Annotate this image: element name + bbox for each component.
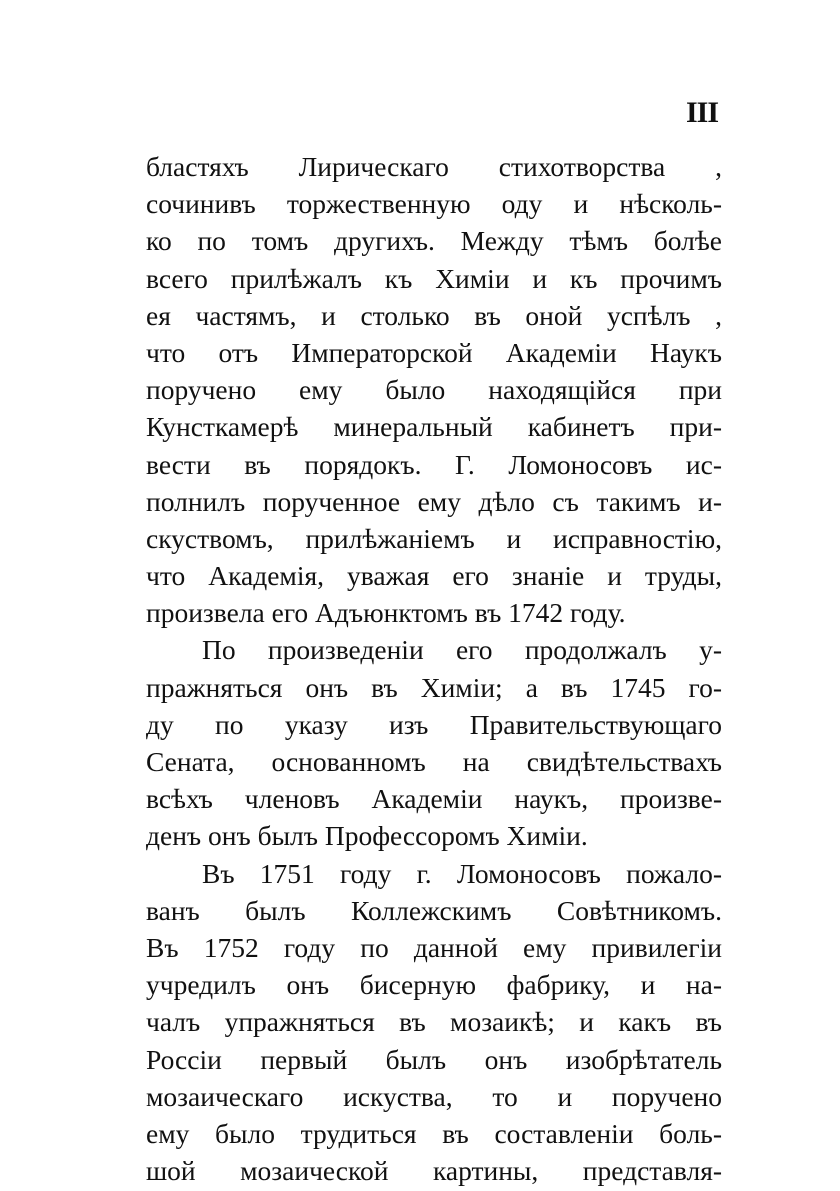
text-line: чалъ упражняться въ мозаикѣ; и какъ въ: [146, 1006, 722, 1038]
text-line: произвела его Адъюнктомъ въ 1742 году.: [146, 597, 626, 629]
text-line: бластяхъ Лирическаго стихотворства ,: [146, 151, 722, 182]
body-text: [146, 148, 722, 1189]
text-line: Въ 1751 году г. Ломоносовъ пожало-: [202, 857, 722, 889]
text-line: ему было трудиться въ составленіи боль-: [146, 1117, 722, 1149]
text-line: поручено ему было находящійся при: [146, 374, 722, 406]
text-line: что Академія, уважая его знаніе и труды,: [146, 560, 722, 592]
text-line: всѣхъ членовъ Академіи наукъ, произве-: [146, 783, 722, 815]
text-line: учредилъ онъ бисерную фабрику, и на-: [146, 969, 722, 1001]
text-line: мозаическаго искуства, то и поручено: [146, 1080, 722, 1112]
text-line: сочинивъ торжественную оду и нѣсколь-: [146, 188, 722, 220]
page-number: III: [686, 96, 719, 129]
text-line: Кунсткамерѣ минеральный кабинетъ при-: [146, 411, 722, 443]
text-line: ванъ былъ Коллежскимъ Совѣтникомъ.: [146, 894, 722, 926]
text-line: скуствомъ, прилѣжаніемъ и исправностію,: [146, 522, 722, 554]
text-line: ея частямъ, и столько въ оной успѣлъ ,: [146, 299, 722, 331]
text-line: ду по указу изъ Правительствующаго: [146, 708, 722, 740]
text-line: пражняться онъ въ Химіи; а въ 1745 го-: [146, 671, 722, 703]
text-line: денъ онъ былъ Профессоромъ Химіи.: [146, 820, 588, 852]
text-line: Сената, основанномъ на свидѣтельствахъ: [146, 746, 722, 777]
text-line: всего прилѣжалъ къ Химіи и къ прочимъ: [146, 262, 722, 294]
text-line: ко по томъ другихъ. Между тѣмъ болѣе: [146, 225, 722, 257]
text-line: что отъ Императорской Академіи Наукъ: [146, 336, 722, 368]
text-line: По произведеніи его продолжалъ у-: [202, 634, 722, 666]
text-line: вести въ порядокъ. Г. Ломоносовъ ис-: [146, 448, 722, 480]
text-line: Россіи первый былъ онъ изобрѣтатель: [146, 1043, 722, 1075]
text-line: шой мозаической картины, представля-: [146, 1155, 722, 1187]
text-line: Въ 1752 году по данной ему привилегіи: [146, 931, 722, 963]
text-line: полнилъ порученное ему дѣло съ такимъ и-: [146, 485, 722, 517]
